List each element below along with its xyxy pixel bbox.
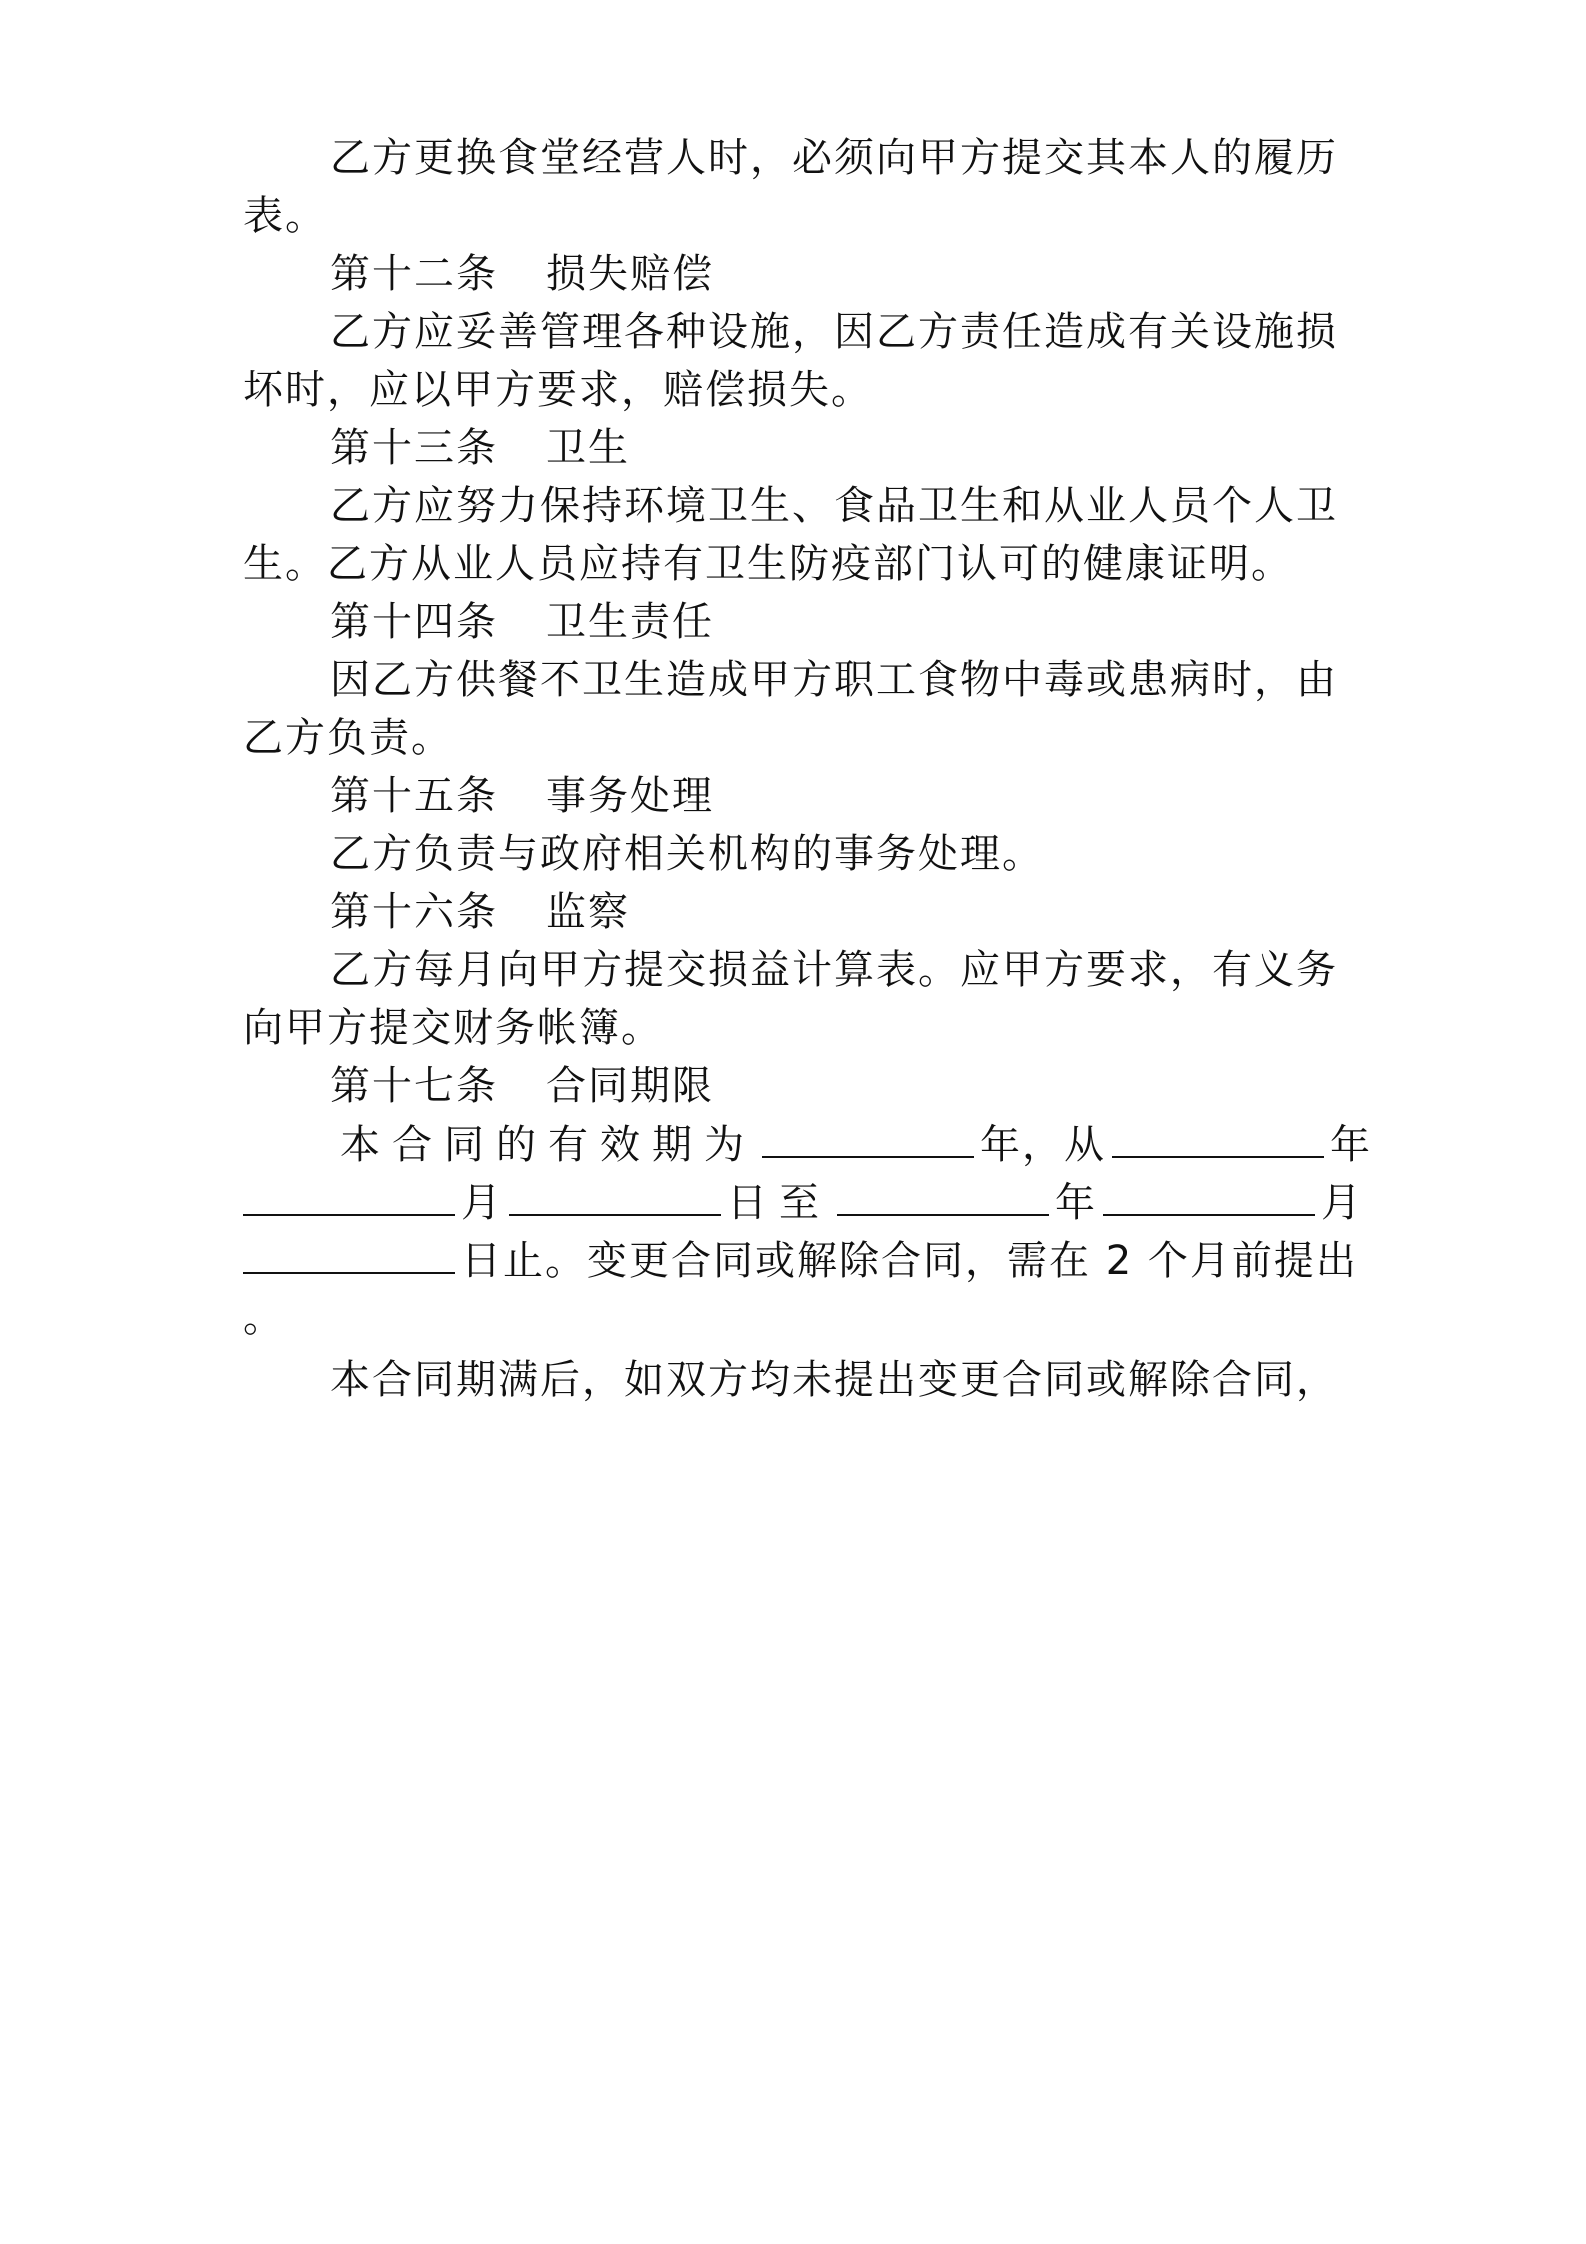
- paragraph-line: 乙方负责。: [243, 715, 453, 761]
- paragraph-line: 乙方更换食堂经营人时，必须向甲方提交其本人的履历: [330, 135, 1338, 181]
- article-number: 第十二条: [330, 251, 498, 297]
- term-text: 年，从: [980, 1122, 1106, 1168]
- article-title: 事务处理: [546, 773, 714, 819]
- paragraph-line: 坏时，应以甲方要求，赔偿损失。: [243, 367, 873, 413]
- article-number: 第十四条: [330, 599, 498, 645]
- article-title: 合同期限: [546, 1063, 714, 1109]
- blank-field: [837, 1174, 1049, 1216]
- term-text: 日止。变更合同或解除合同，需在 2 个月前提出: [461, 1238, 1358, 1284]
- paragraph-line: 乙方每月向甲方提交损益计算表。应甲方要求，有义务: [330, 947, 1338, 993]
- blank-field: [243, 1232, 455, 1274]
- article-title: 监察: [546, 889, 630, 935]
- term-line-1: [340, 1116, 1372, 1173]
- blank-field: [1103, 1174, 1315, 1216]
- term-text: 日至: [727, 1180, 831, 1226]
- term-text: 本合同的有效期为: [340, 1122, 756, 1168]
- article-number: 第十三条: [330, 425, 498, 471]
- blank-field: [509, 1174, 721, 1216]
- blank-field: [762, 1116, 974, 1158]
- article-title: 卫生责任: [546, 599, 714, 645]
- paragraph-line: 。: [243, 1295, 285, 1341]
- blank-field: [243, 1174, 455, 1216]
- term-line-3: [243, 1232, 1358, 1289]
- article-heading-16: [330, 884, 630, 940]
- article-heading-15: [330, 768, 714, 824]
- term-text: 月: [461, 1180, 503, 1226]
- paragraph-line: 乙方应妥善管理各种设施，因乙方责任造成有关设施损: [330, 309, 1338, 355]
- term-line-2: [243, 1174, 1363, 1231]
- article-heading-17: [330, 1058, 714, 1114]
- article-title: 卫生: [546, 425, 630, 471]
- paragraph-line: 生。乙方从业人员应持有卫生防疫部门认可的健康证明。: [243, 541, 1293, 587]
- article-heading-12: [330, 246, 714, 302]
- article-heading-13: [330, 420, 630, 476]
- term-text: 年: [1055, 1180, 1097, 1226]
- paragraph-line: 本合同期满后，如双方均未提出变更合同或解除合同，: [330, 1357, 1338, 1403]
- paragraph-line: 因乙方供餐不卫生造成甲方职工食物中毒或患病时，由: [330, 657, 1338, 703]
- article-title: 损失赔偿: [546, 251, 714, 297]
- term-text: 年: [1330, 1122, 1372, 1168]
- blank-field: [1112, 1116, 1324, 1158]
- article-number: 第十七条: [330, 1063, 498, 1109]
- paragraph-line: 乙方应努力保持环境卫生、食品卫生和从业人员个人卫: [330, 483, 1338, 529]
- paragraph-line: 向甲方提交财务帐簿。: [243, 1005, 663, 1051]
- paragraph-line: 表。: [243, 193, 327, 239]
- term-text: 月: [1321, 1180, 1363, 1226]
- article-number: 第十六条: [330, 889, 498, 935]
- paragraph-line: 乙方负责与政府相关机构的事务处理。: [330, 831, 1044, 877]
- article-number: 第十五条: [330, 773, 498, 819]
- article-heading-14: [330, 594, 714, 650]
